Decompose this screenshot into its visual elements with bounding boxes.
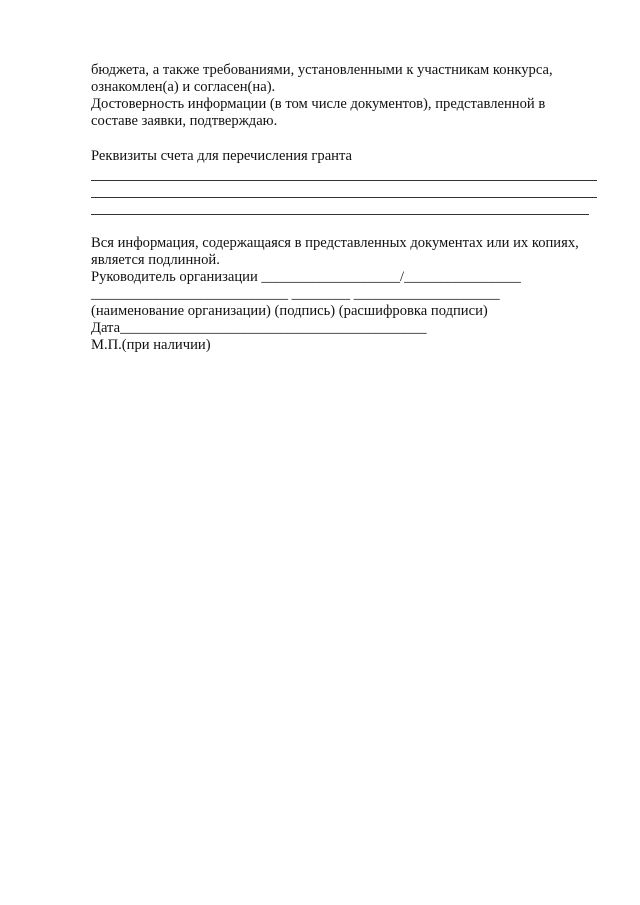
text-line-acknowledged: ознакомлен(а) и согласен(на). xyxy=(91,79,276,95)
text-line-budget-requirements: бюджета, а также требованиями, установленными к участникам конкурса, xyxy=(91,62,553,78)
signature-captions: (наименование организации) (подпись) (расшифровка подписи) xyxy=(91,303,488,319)
account-details-rule-2 xyxy=(91,197,597,198)
text-line-reliability: Достоверность информации (в том числе документов), представленной в xyxy=(91,96,546,112)
head-of-organization-field: Руководитель организации ___________________/________________ xyxy=(91,269,521,285)
signature-blank-lines: ___________________________ ________ ____________________ xyxy=(91,286,500,302)
account-details-label: Реквизиты счета для перечисления гранта xyxy=(91,148,353,164)
date-field: Дата__________________________________________ xyxy=(91,320,427,336)
account-details-rule-1 xyxy=(91,180,597,181)
text-line-confirmation: составе заявки, подтверждаю. xyxy=(91,113,278,129)
seal-note: М.П.(при наличии) xyxy=(91,337,211,353)
text-line-authenticity: Вся информация, содержащаяся в представленных документах или их копиях, xyxy=(91,235,579,251)
text-line-authentic: является подлинной. xyxy=(91,252,220,268)
account-details-rule-3 xyxy=(91,214,589,215)
